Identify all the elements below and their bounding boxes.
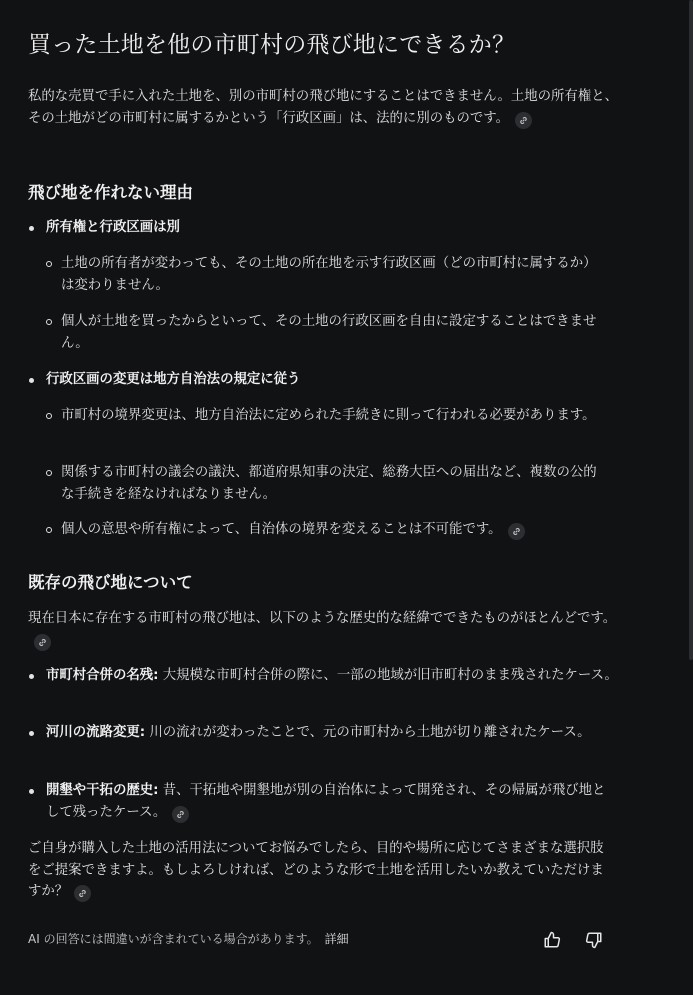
thumbs-down-button[interactable] <box>584 930 604 950</box>
disclaimer-text: AI の回答には間違いが含まれている場合があります。 <box>28 932 319 946</box>
list-item-term: 河川の流路変更: <box>46 725 146 740</box>
page-title: 買った土地を他の市町村の飛び地にできるか？ <box>28 32 516 58</box>
sub-bullet-icon <box>46 261 52 267</box>
section2-intro <box>28 608 618 651</box>
thumbs-up-icon <box>543 931 561 949</box>
bullet-icon <box>29 789 34 794</box>
list-item-desc: 大規模な市町村合併の際に、一部の地域が旧市町村のまま残されたケース。 <box>158 668 618 683</box>
closing-text: ご自身が購入した土地の活用法についてお悩みでしたら、目的や場所に応じてさまざまな選択肢をご提案できますよ。もしよろしければ、どのような形で土地を活用したいか教えていただけますか？ <box>28 841 604 899</box>
list-item <box>46 722 606 744</box>
link-icon <box>176 810 185 819</box>
list-item-term: 開墾や干拓の歴史: <box>46 783 159 798</box>
source-link-button[interactable] <box>508 523 525 540</box>
source-link-button[interactable] <box>515 112 532 129</box>
list-item: 土地の所有者が変わっても、その土地の所在地を示す行政区画（どの市町村に属するか）は変わりません。 <box>61 256 597 293</box>
bullet-icon <box>29 378 34 383</box>
scrollbar[interactable] <box>689 0 693 660</box>
closing-paragraph <box>28 838 610 903</box>
bullet-icon <box>29 731 34 736</box>
list-item-desc: 川の流れが変わったことで、元の市町村から土地が切り離されたケース。 <box>145 725 591 740</box>
list-item <box>46 780 618 823</box>
source-link-button[interactable] <box>172 806 189 823</box>
list-item-title: 行政区画の変更は地方自治法の規定に従う <box>46 372 301 387</box>
list-item-title: 所有権と行政区画は別 <box>46 220 180 235</box>
detail-link[interactable]: 詳細 <box>324 932 349 946</box>
list-item: 市町村の境界変更は、地方自治法に定められた手続きに則って行われる必要があります。 <box>61 408 596 423</box>
bullet-icon <box>29 674 34 679</box>
link-icon <box>512 527 521 536</box>
list-item-term: 市町村合併の名残: <box>46 668 159 683</box>
list-item <box>61 519 609 541</box>
sub-bullet-icon <box>46 470 52 476</box>
source-link-button[interactable] <box>34 634 51 651</box>
sub-bullet-icon <box>46 527 52 533</box>
intro-paragraph <box>28 86 618 129</box>
bullet-icon <box>29 226 34 231</box>
intro-text: 私的な売買で手に入れた土地を、別の市町村の飛び地にすることはできません。土地の所有権と、その土地がどの市町村に属するかという「行政区画」は、法的に別のものです。 <box>28 89 618 126</box>
link-icon <box>78 889 87 898</box>
list-item <box>46 665 618 687</box>
list-item: 関係する市町村の議会の議決、都道府県知事の決定、総務大臣への届出など、複数の公的な手続きを経なければなりません。 <box>61 465 597 502</box>
link-icon <box>38 638 47 647</box>
disclaimer-footer <box>28 930 349 947</box>
section2-intro-text: 現在日本に存在する市町村の飛び地は、以下のような歴史的な経緯でできたものがほとんどです。 <box>28 611 617 626</box>
section-heading-reasons: 飛び地を作れない理由 <box>28 183 193 202</box>
list-item: 個人が土地を買ったからといって、その土地の行政区画を自由に設定することはできません。 <box>61 314 597 351</box>
section-heading-existing: 既存の飛び地について <box>28 573 193 592</box>
list-item-desc: 昔、干拓地や開墾地が別の自治体によって開発され、その帰属が飛び地として残ったケース。 <box>46 783 606 820</box>
sub-bullet-icon <box>46 413 52 419</box>
thumbs-up-button[interactable] <box>542 930 562 950</box>
source-link-button[interactable] <box>74 885 91 902</box>
list-item-text: 個人の意思や所有権によって、自治体の境界を変えることは不可能です。 <box>61 522 502 537</box>
link-icon <box>519 116 528 125</box>
thumbs-down-icon <box>585 931 603 949</box>
sub-bullet-icon <box>46 319 52 325</box>
